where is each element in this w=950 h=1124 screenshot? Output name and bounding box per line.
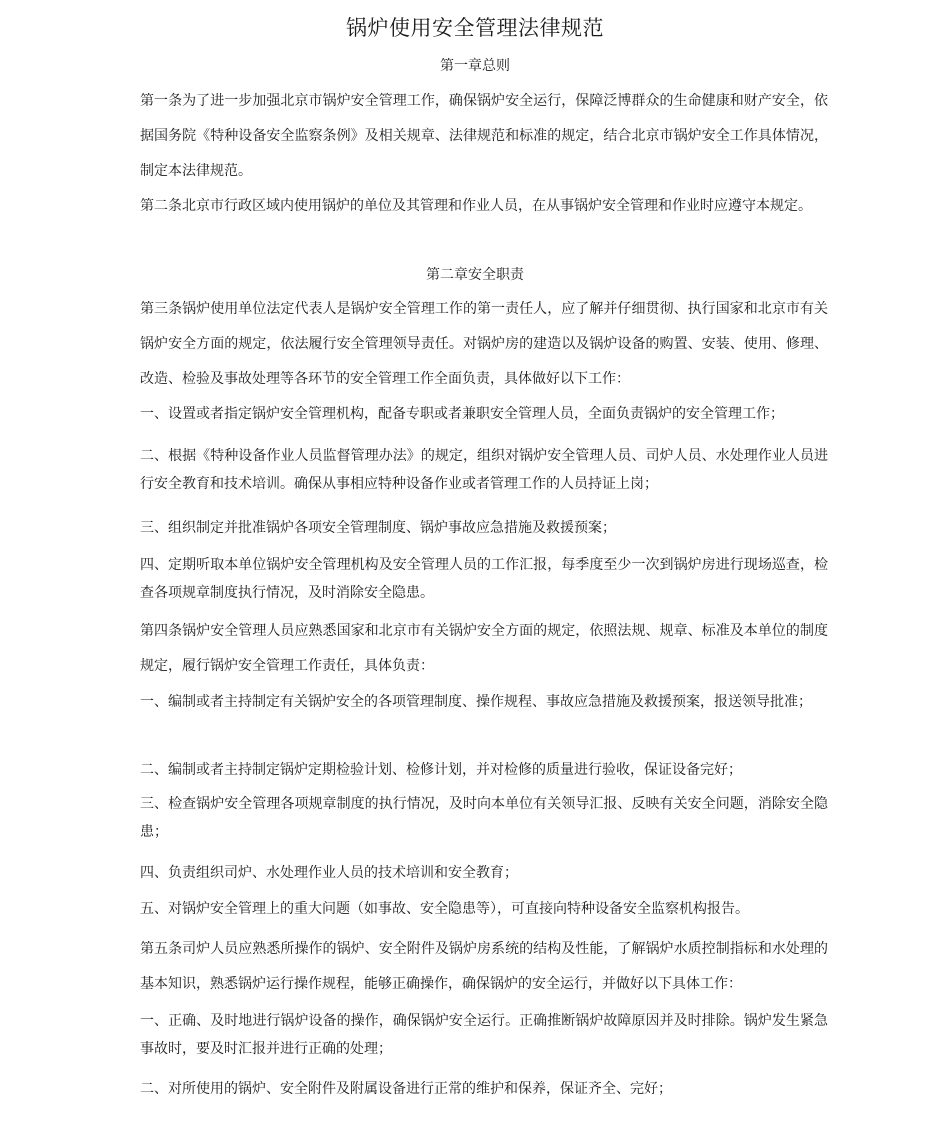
article-3-item-1: 一、设置或者指定锅炉安全管理机构，配备专职或者兼职安全管理人员，全面负责锅炉的安全管理工作； [140,406,784,422]
article-1: 第一条为了进一步加强北京市锅炉安全管理工作，确保锅炉安全运行，保障泛博群众的生命健康和财产安全，依据国务院《特种设备安全监察条例》及相关规章、法律规范和标准的规定，结合北京市锅炉安全工作具体情况，制定本法律规范。 [140,93,828,179]
article-5-item-1: 一、正确、及时地进行锅炉设备的操作，确保锅炉安全运行。正确推断锅炉故障原因并及时排除。锅炉发生紧急事故时，要及时汇报并进行正确的处理； [140,1013,828,1057]
chapter-heading-1: 第一章总则 [440,58,510,74]
article-3-item-3: 三、组织制定并批准锅炉各项安全管理制度、锅炉事故应急措施及救援预案； [140,520,616,536]
article-4-item-2: 二、编制或者主持制定锅炉定期检验计划、检修计划，并对检修的质量进行验收，保证设备完好； [140,762,742,778]
chapter-heading-2: 第二章安全职责 [426,267,524,283]
document-title: 锅炉使用安全管理法律规范 [346,16,604,40]
article-3-item-2: 二、根据《特种设备作业人员监督管理办法》的规定，组织对锅炉安全管理人员、司炉人员、水处理作业人员进行安全教育和技术培训。确保从事相应特种设备作业或者管理工作的人员持证上岗； [140,448,828,492]
article-3: 第三条锅炉使用单位法定代表人是锅炉安全管理工作的第一责任人，应了解并仔细贯彻、执行国家和北京市有关锅炉安全方面的规定，依法履行安全管理领导责任。对锅炉房的建造以及锅炉设备的购置、安装、使用、修理、改造、检验及事故处理等各环节的安全管理工作全面负责，具体做好以下工作： [140,301,828,387]
article-3-item-4: 四、定期听取本单位锅炉安全管理机构及安全管理人员的工作汇报，每季度至少一次到锅炉房进行现场巡查，检查各项规章制度执行情况，及时消除安全隐患。 [140,557,828,601]
article-4-item-4: 四、负责组织司炉、水处理作业人员的技术培训和安全教育； [140,865,518,881]
article-5-item-2: 二、对所使用的锅炉、安全附件及附属设备进行正常的维护和保养，保证齐全、完好； [140,1081,672,1097]
article-5: 第五条司炉人员应熟悉所操作的锅炉、安全附件及锅炉房系统的结构及性能，了解锅炉水质控制指标和水处理的基本知识，熟悉锅炉运行操作规程，能够正确操作，确保锅炉的安全运行，并做好以下具体工作： [140,941,828,992]
article-4-item-1: 一、编制或者主持制定有关锅炉安全的各项管理制度、操作规程、事故应急措施及救援预案，报送领导批准； [140,694,812,710]
article-4: 第四条锅炉安全管理人员应熟悉国家和北京市有关锅炉安全方面的规定，依照法规、规章、标准及本单位的制度规定，履行锅炉安全管理工作责任，具体负责： [140,623,828,674]
article-2: 第二条北京市行政区域内使用锅炉的单位及其管理和作业人员，在从事锅炉安全管理和作业时应遵守本规定。 [140,198,812,214]
article-4-item-3: 三、检查锅炉安全管理各项规章制度的执行情况，及时向本单位有关领导汇报、反映有关安全问题，消除安全隐患； [140,796,828,840]
article-4-item-5: 五、对锅炉安全管理上的重大问题（如事故、安全隐患等），可直接向特种设备安全监察机构报告。 [140,901,749,917]
